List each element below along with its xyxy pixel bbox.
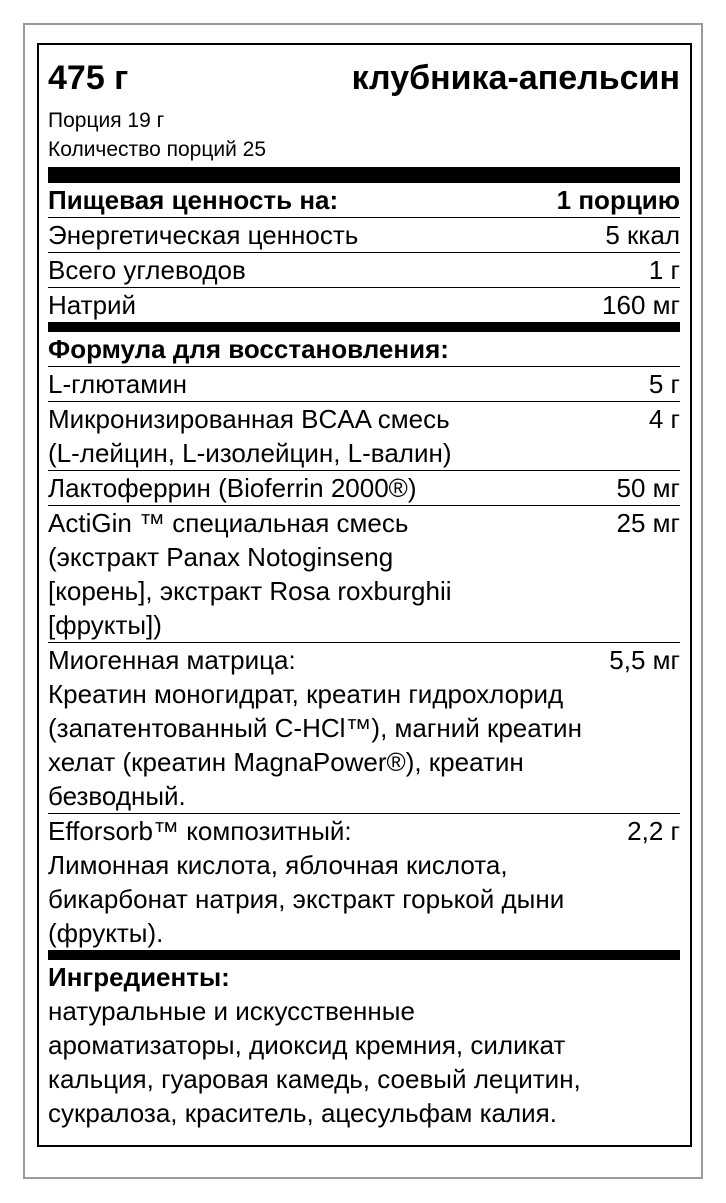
divider-thick [48, 322, 680, 332]
description-line: (фрукты). [48, 918, 164, 948]
formula-row-label [48, 471, 417, 505]
nutrition-row-value: 160 мг [602, 290, 680, 320]
formula-row-value: 5 г [648, 369, 680, 399]
nutrition-row-label: Энергетическая ценность [48, 220, 359, 250]
description-line: Креатин моногидрат, креатин гидрохлорид [48, 679, 564, 709]
formula-line: L-глютамин [48, 369, 187, 399]
formula-row-value: 2,2 г [627, 816, 680, 846]
description-line: бикарбонат натрия, экстракт горькой дыни [48, 884, 565, 914]
servings-count: Количество порций 25 [48, 138, 267, 161]
formula-row-lactoferrin [48, 471, 680, 505]
nutrition-row-label: Всего углеводов [48, 255, 246, 285]
formula-line: [корень], экстракт Rosa roxburghii [48, 576, 452, 606]
nutrition-row-label: Натрий [48, 290, 137, 320]
ingredients-line: сукралоза, краситель, ацесульфам калия. [48, 1098, 557, 1128]
nutrition-row-value: 5 ккал [605, 220, 680, 250]
formula-line: ActiGin ™ специальная смесь [48, 508, 409, 538]
ingredients-text [48, 994, 680, 1130]
formula-line: (экстракт Panax Notoginseng [48, 542, 394, 572]
formula-row-description [48, 848, 680, 950]
description-line: хелат (креатин MagnaPower®), креатин [48, 747, 524, 777]
serving-size: Порция 19 г [48, 109, 165, 132]
nutrition-heading [48, 183, 680, 217]
formula-heading: Формула для восстановления: [48, 334, 449, 364]
formula-row-glutamine [48, 367, 680, 401]
formula-row-value: 5,5 мг [609, 645, 680, 675]
nutrition-row-sodium [48, 288, 680, 322]
formula-row-description [48, 677, 680, 813]
formula-line: Лактоферрин (Bioferrin 2000®) [48, 473, 417, 503]
nutrition-heading-value: 1 порцию [556, 185, 680, 215]
nutrition-row-carbs [48, 253, 680, 287]
product-weight: 475 г [48, 59, 129, 97]
ingredients-line: ароматизаторы, диоксид кремния, силикат [48, 1030, 566, 1060]
nutrition-heading-label: Пищевая ценность на: [48, 185, 339, 215]
formula-row-head [48, 643, 680, 677]
formula-row-efforsorb [48, 814, 680, 950]
formula-line: (L-лейцин, L-изолейцин, L-валин) [48, 438, 452, 468]
formula-row-head [48, 814, 680, 848]
formula-line: Микронизированная BCAA смесь [48, 404, 450, 434]
divider-thick [48, 950, 680, 960]
formula-row-value: 50 мг [616, 473, 680, 503]
formula-row-myogenic [48, 643, 680, 813]
divider-thick [48, 167, 680, 183]
formula-row-label [48, 402, 452, 470]
ingredients-line: кальция, гуаровая камедь, соевый лецитин, [48, 1064, 581, 1094]
formula-row-actigin [48, 506, 680, 642]
title-row [48, 52, 680, 106]
formula-row-label [48, 506, 452, 642]
product-flavor: клубника-апельсин [351, 59, 680, 97]
formula-row-label: Миогенная матрица: [48, 645, 296, 675]
ingredients-heading: Ингредиенты: [48, 962, 230, 992]
label-content [48, 52, 680, 1130]
description-line: (запатентованный C-HCl™), магний креатин [48, 713, 582, 743]
description-line: безводный. [48, 781, 186, 811]
formula-row-label [48, 367, 187, 401]
nutrition-row-value: 1 г [648, 255, 680, 285]
formula-line: [фрукты]) [48, 610, 162, 640]
description-line: Лимонная кислота, яблочная кислота, [48, 850, 508, 880]
formula-row-bcaa [48, 402, 680, 470]
nutrition-row-energy [48, 218, 680, 252]
ingredients-line: натуральные и искусственные [48, 996, 415, 1026]
formula-row-label: Efforsorb™ композитный: [48, 816, 352, 846]
formula-row-value: 4 г [648, 404, 680, 434]
formula-row-value: 25 мг [616, 508, 680, 538]
